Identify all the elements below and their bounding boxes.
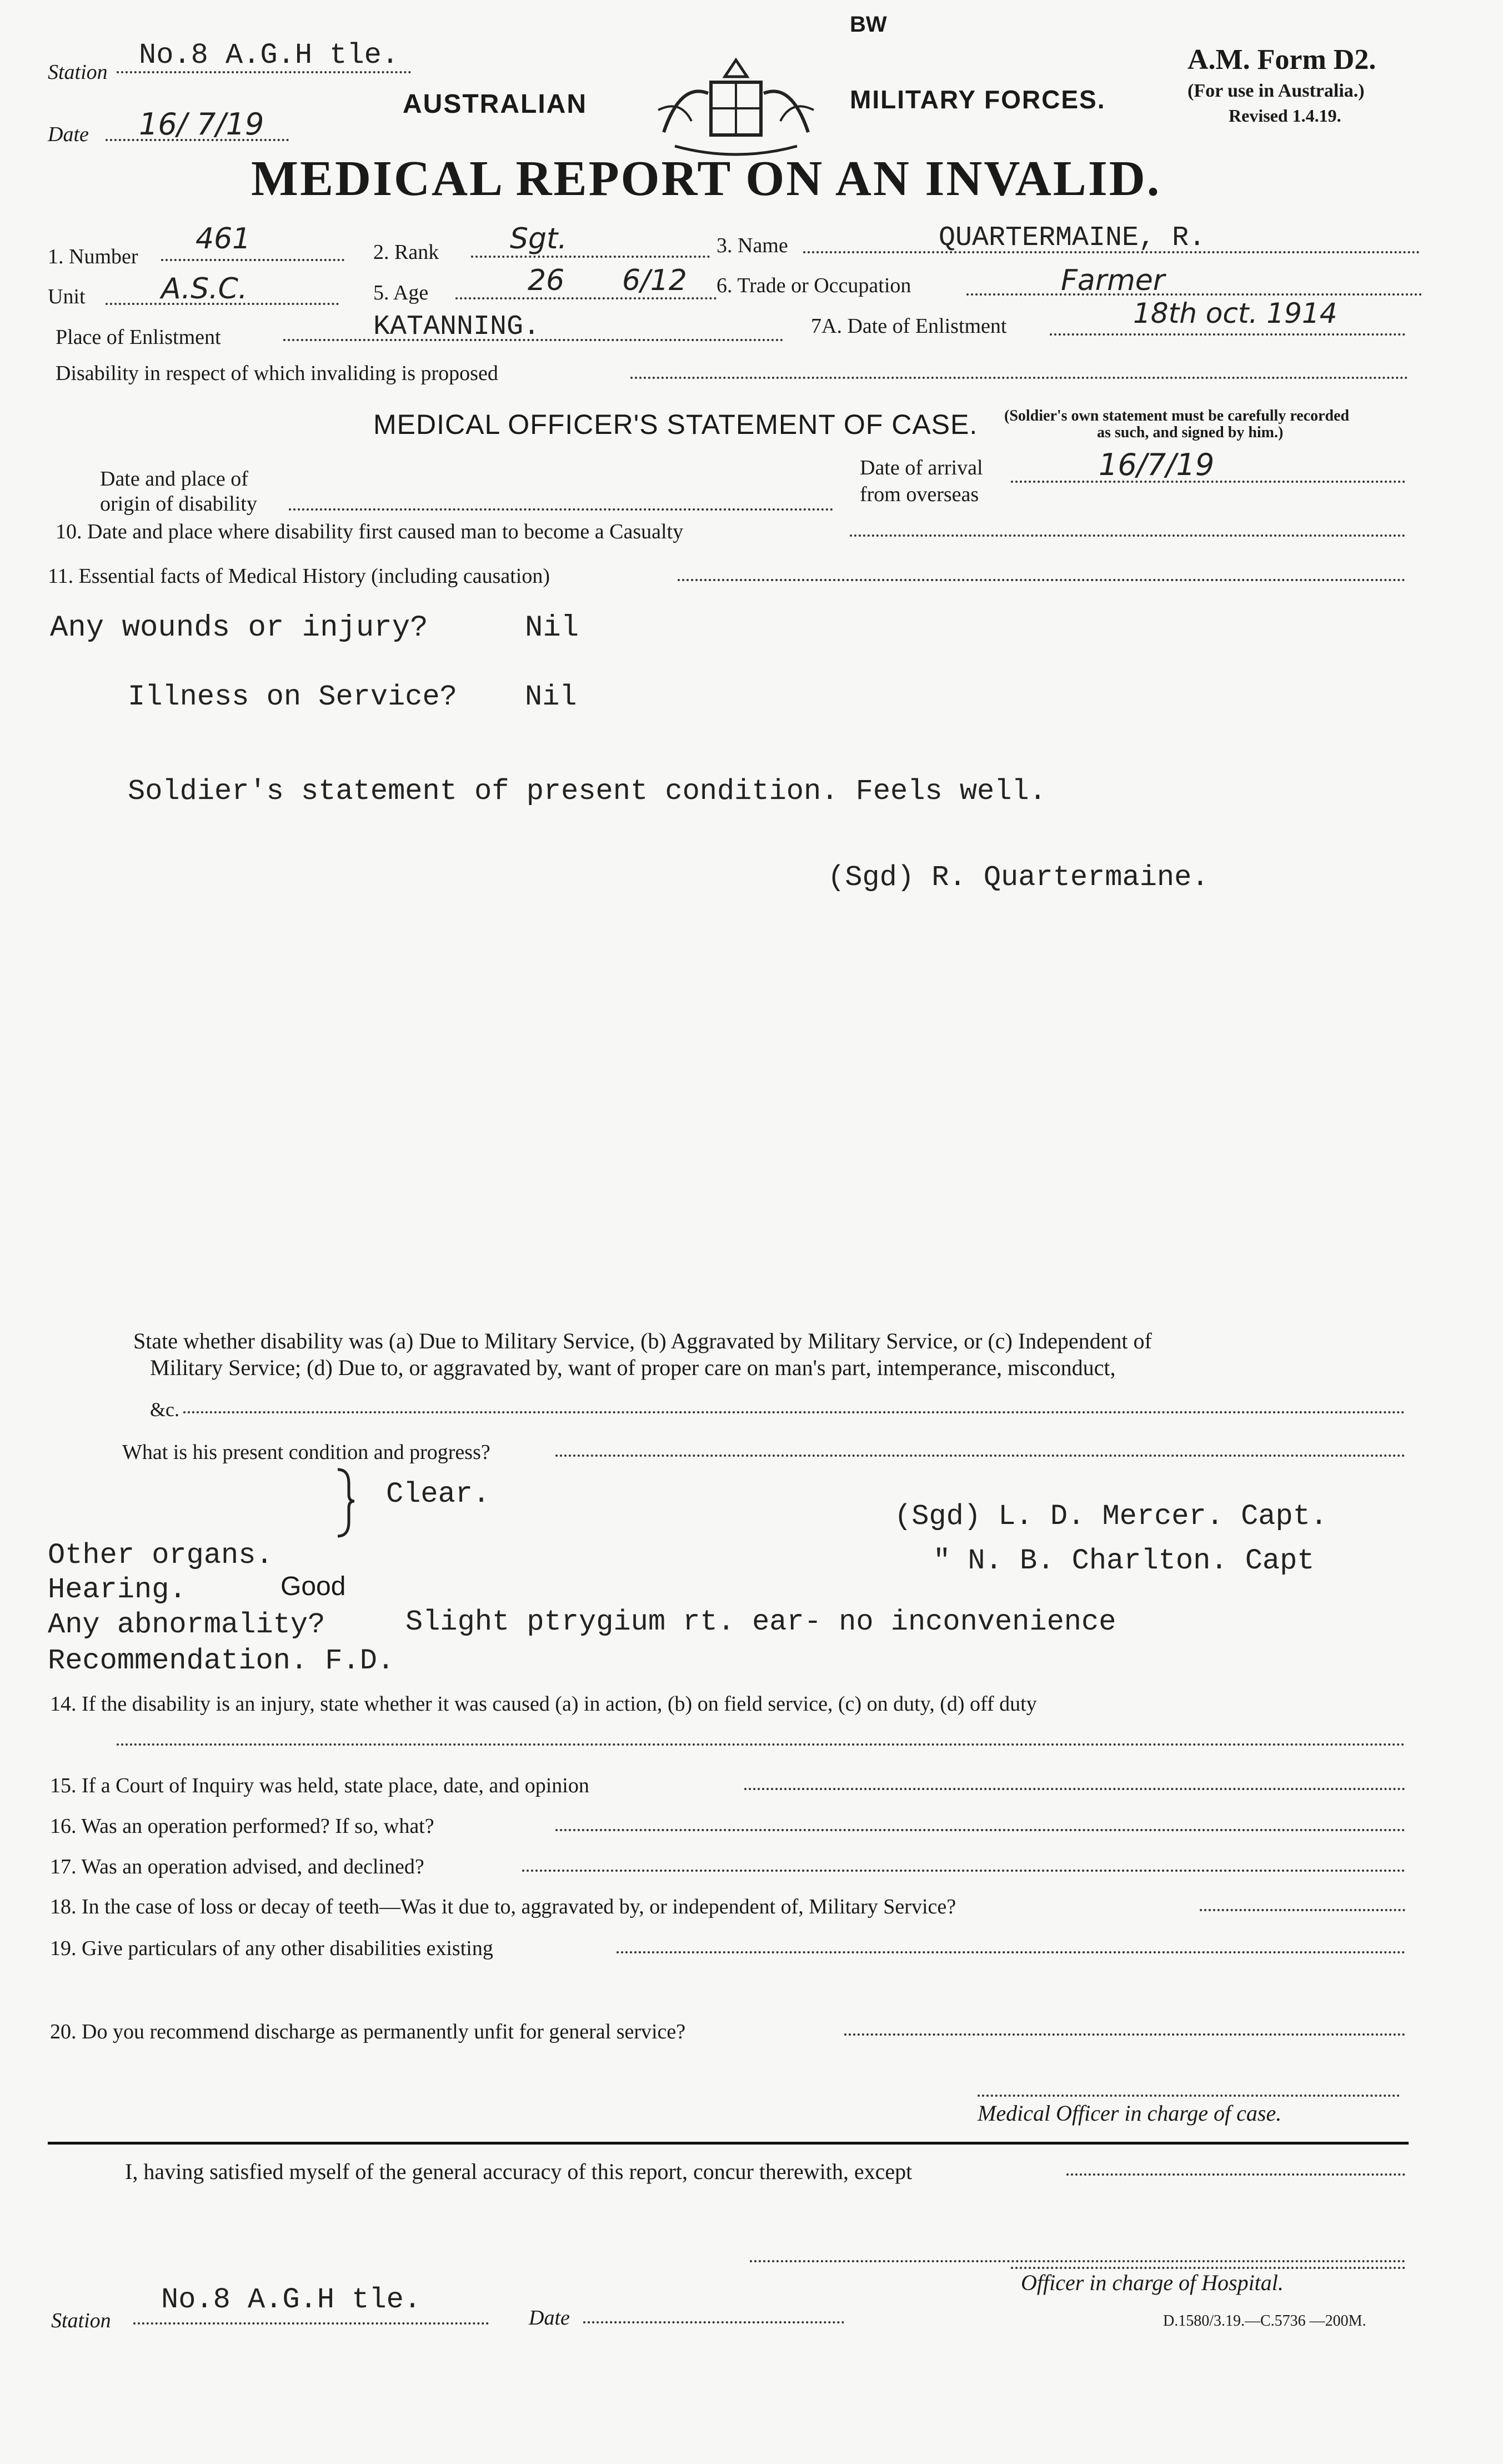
name-value: QUARTERMAINE, R.: [939, 222, 1206, 254]
question-17: 17. Was an operation advised, and declined?: [50, 1855, 424, 1878]
age-months: 6/12: [622, 264, 687, 297]
history-label: 11. Essential facts of Medical History (including causation): [48, 564, 550, 588]
print-code: D.1580/3.19.—C.5736 —200M.: [1163, 2312, 1366, 2330]
question-14: 14. If the disability is an injury, state whether it was caused (a) in action, (b) on field service, (c) on duty, (d) off duty: [50, 1692, 1037, 1716]
number-value: 461: [196, 222, 251, 256]
arrival-label-1: Date of arrival: [860, 456, 983, 479]
form-use-note: (For use in Australia.): [1188, 81, 1365, 101]
footer-station-value: No.8 A.G.H tle.: [161, 2283, 422, 2316]
question-19-dots: [617, 1951, 1405, 1953]
disability-dots: [630, 377, 1408, 379]
origin-label-2: origin of disability: [100, 492, 257, 516]
trade-label: 6. Trade or Occupation: [717, 274, 911, 297]
question-15-dots: [744, 1788, 1405, 1790]
question-20: 20. Do you recommend discharge as permanently unfit for general service?: [50, 2020, 686, 2043]
enlist-date-label: 7A. Date of Enlistment: [811, 314, 1007, 338]
question-16: 16. Was an operation performed? If so, what?: [50, 1815, 434, 1838]
rank-value: Sgt.: [510, 222, 567, 256]
trade-value: Farmer: [1061, 264, 1165, 297]
question-17-dots: [522, 1870, 1405, 1872]
unit-dots: [106, 303, 339, 305]
ohc-signature-dots: [1011, 2267, 1405, 2269]
station-value: No.8 A.G.H tle.: [139, 39, 399, 72]
question-20-dots: [844, 2033, 1405, 2036]
date-label: Date: [48, 123, 89, 146]
page-title: MEDICAL REPORT ON AN INVALID.: [251, 151, 1161, 206]
concur-text: I, having satisfied myself of the general accuracy of this report, concur therewith, except: [125, 2159, 913, 2184]
trade-dots: [966, 293, 1422, 296]
station-dots: [117, 71, 411, 73]
number-dots: [161, 259, 344, 261]
age-value: 26: [528, 264, 565, 297]
age-dots: [455, 297, 717, 299]
hearing-label: Hearing.: [48, 1573, 187, 1606]
station-label: Station: [48, 61, 108, 84]
concur-dots: [1066, 2173, 1405, 2176]
section12-line1: State whether disability was (a) Due to Military Service, (b) Aggravated by Military Service, or (c) Independent of: [133, 1328, 1152, 1353]
arrival-value: 16/7/19: [1099, 447, 1215, 482]
concur-dots-2: [750, 2260, 1405, 2262]
officer-hospital: Officer in charge of Hospital.: [1021, 2270, 1284, 2295]
brace-icon: [333, 1467, 355, 1539]
illness-answer: Nil: [525, 681, 577, 713]
bw-mark: BW: [850, 12, 887, 37]
number-label: 1. Number: [48, 245, 138, 268]
question-16-dots: [555, 1829, 1405, 1831]
hearing-value: Good: [280, 1572, 346, 1601]
statement-heading: MEDICAL OFFICER'S STATEMENT OF CASE.: [373, 409, 978, 440]
arrival-label-2: from overseas: [860, 483, 979, 506]
footer-station-dots: [133, 2322, 489, 2325]
footer-date-label: Date: [529, 2306, 570, 2330]
signed-mercer: (Sgd) L. D. Mercer. Capt.: [894, 1500, 1328, 1533]
wounds-answer: Nil: [525, 611, 579, 645]
footer-rule: [48, 2142, 1409, 2145]
question-18: 18. In the case of loss or decay of teeth—Was it due to, aggravated by, or independent of, Military Service?: [50, 1895, 956, 1918]
footer-station-label: Station: [51, 2309, 111, 2332]
disability-label: Disability in respect of which invaliding is proposed: [56, 362, 498, 385]
abnormality-answer: Slight ptrygium rt. ear- no inconvenience: [405, 1606, 1116, 1638]
coat-of-arms-icon: [653, 49, 819, 160]
arrival-dots: [1011, 481, 1405, 483]
name-label: 3. Name: [717, 234, 788, 257]
australian-heading: AUSTRALIAN: [403, 89, 587, 119]
section12-line2: Military Service; (d) Due to, or aggravated by, want of proper care on man's part, intemperance, misconduct,: [150, 1355, 1116, 1380]
signed-charlton: " N. B. Charlton. Capt: [933, 1545, 1315, 1577]
casualty-dots: [850, 534, 1405, 537]
unit-value: A.S.C.: [161, 272, 248, 306]
place-value: KATANNING.: [373, 311, 540, 343]
soldier-signature: (Sgd) R. Quartermaine.: [828, 861, 1209, 894]
recommendation: Recommendation. F.D.: [48, 1645, 395, 1677]
date-value: 16/ 7/19: [139, 107, 264, 142]
statement-note-2: as such, and signed by him.): [1097, 424, 1284, 441]
unit-label: Unit: [48, 285, 86, 308]
form-number: A.M. Form D2.: [1188, 44, 1376, 76]
place-label: Place of Enlistment: [56, 326, 221, 349]
origin-label-1: Date and place of: [100, 467, 248, 491]
origin-dots: [289, 508, 833, 511]
form-revised: Revised 1.4.19.: [1229, 106, 1341, 126]
other-organs: Other organs.: [48, 1539, 273, 1572]
question-14-dots: [117, 1743, 1405, 1746]
abnormality-question: Any abnormality?: [48, 1608, 325, 1641]
clear-text: Clear.: [386, 1478, 490, 1511]
military-forces-heading: MILITARY FORCES.: [850, 85, 1106, 114]
casualty-label: 10. Date and place where disability first caused man to become a Casualty: [56, 520, 684, 543]
section12-line3: &c.: [150, 1398, 179, 1421]
question-19: 19. Give particulars of any other disabilities existing: [50, 1937, 493, 1960]
name-dots: [803, 251, 1420, 253]
place-dots: [283, 339, 783, 341]
rank-label: 2. Rank: [373, 241, 439, 264]
rank-dots: [471, 256, 710, 258]
date-dots: [106, 139, 289, 141]
age-label: 5. Age: [373, 281, 429, 304]
illness-question: Illness on Service?: [128, 681, 457, 713]
mo-in-charge: Medical Officer in charge of case.: [978, 2101, 1282, 2126]
question-15: 15. If a Court of Inquiry was held, state place, date, and opinion: [50, 1774, 589, 1797]
wounds-question: Any wounds or injury?: [50, 611, 428, 645]
enlist-date-value: 18th oct. 1914: [1133, 297, 1337, 329]
question-18-dots: [1200, 1909, 1405, 1911]
mo-signature-dots: [978, 2095, 1400, 2097]
section12-dots: [183, 1411, 1405, 1413]
statement-note-1: (Soldier's own statement must be carefully recorded: [1004, 407, 1350, 424]
enlist-date-dots: [1050, 333, 1405, 336]
footer-date-dots: [583, 2321, 844, 2323]
condition-label: What is his present condition and progress?: [122, 1441, 490, 1464]
history-dots: [678, 579, 1405, 581]
condition-dots: [555, 1455, 1405, 1457]
soldier-statement: Soldier's statement of present condition. Feels well.: [128, 775, 1046, 808]
